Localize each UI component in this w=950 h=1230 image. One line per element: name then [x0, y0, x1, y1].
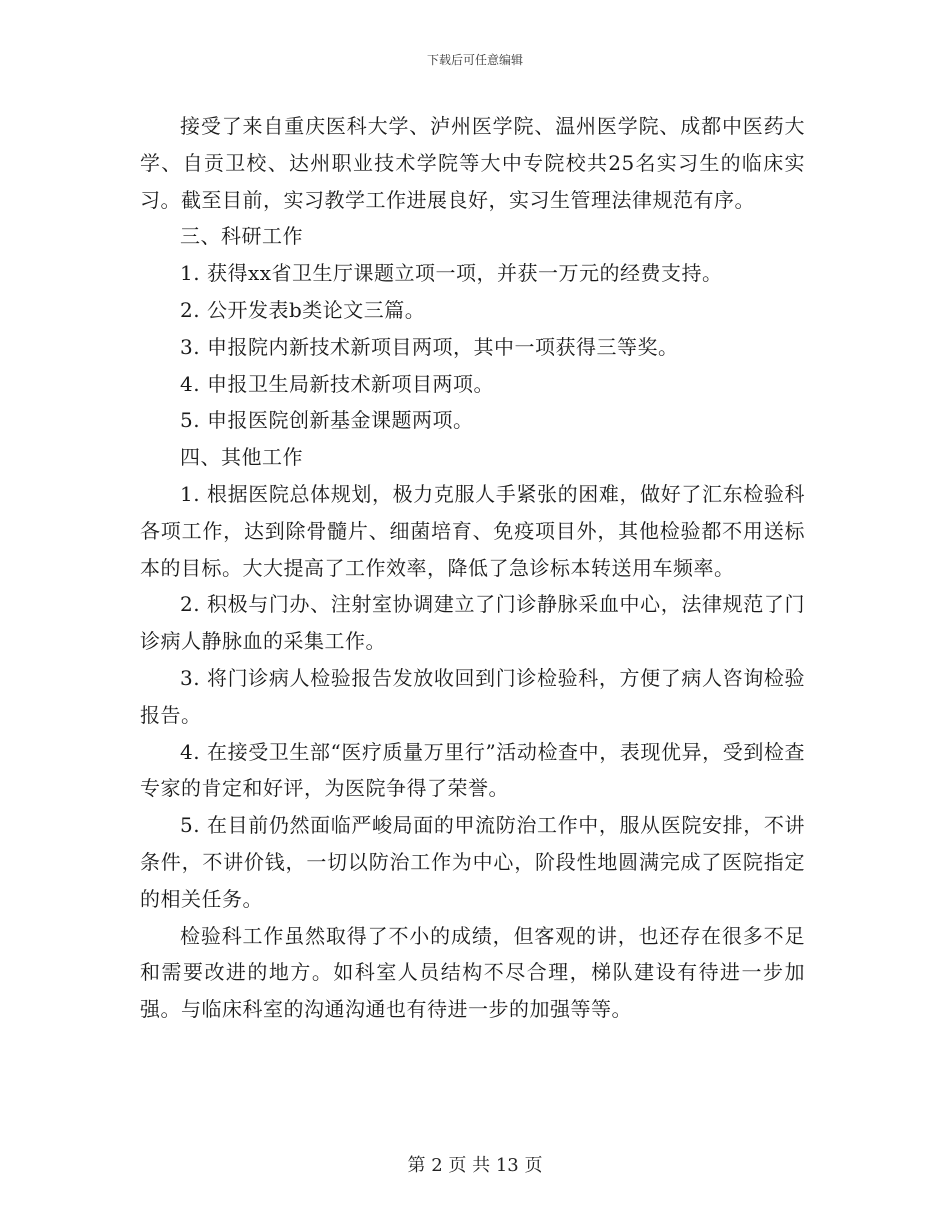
research-item-5: 5. 申报医院创新基金课题两项。	[180, 408, 474, 433]
other-item-1: 1. 根据医院总体规划，极力克服人手紧张的困难，做好了汇东检验科各项工作，达到除骨髓片、细菌培育、免疫项目外，其他检验都不用送标本的目标。大大提高了工作效率，降低了急诊标本转送用车频率。	[140, 481, 805, 580]
document-body	[140, 108, 805, 1028]
section-heading-other: 四、其他工作	[180, 445, 303, 470]
section-heading-research: 三、科研工作	[180, 224, 303, 249]
page-number: 第 2 页 共 13 页	[407, 1155, 543, 1176]
other-item-5: 5. 在目前仍然面临严峻局面的甲流防治工作中，服从医院安排，不讲条件，不讲价钱，一切以防治工作为中心，阶段性地圆满完成了医院指定的相关任务。	[140, 813, 805, 911]
other-item-2: 2. 积极与门办、注射室协调建立了门诊静脉采血中心，法律规范了门诊病人静脉血的采集工作。	[140, 592, 805, 654]
paragraph-shortcomings: 检验科工作虽然取得了不小的成绩，但客观的讲，也还存在很多不足和需要改进的地方。如科室人员结构不尽合理，梯队建设有待进一步加强。与临床科室的沟通沟通也有待进一步的加强等等。	[140, 923, 805, 1022]
research-item-2: 2. 公开发表b类论文三篇。	[180, 297, 426, 322]
other-item-4: 4. 在接受卫生部“医疗质量万里行”活动检查中，表现优异，受到检查专家的肯定和好评，为医院争得了荣誉。	[140, 739, 805, 801]
research-item-3: 3. 申报院内新技术新项目两项，其中一项获得三等奖。	[180, 334, 679, 359]
other-item-3: 3. 将门诊病人检验报告发放收回到门诊检验科，方便了病人咨询检验报告。	[140, 665, 805, 727]
paragraph-internship: 接受了来自重庆医科大学、泸州医学院、温州医学院、成都中医药大学、自贡卫校、达州职业技术学院等大中专院校共25名实习生的临床实习。截至目前，实习教学工作进展良好，实习生管理法律规范有序。	[140, 114, 805, 212]
page-header-note: 下载后可任意编辑	[426, 53, 523, 67]
research-item-4: 4. 申报卫生局新技术新项目两项。	[180, 371, 494, 396]
research-item-1: 1. 获得xx省卫生厅课题立项一项，并获一万元的经费支持。	[180, 261, 723, 286]
